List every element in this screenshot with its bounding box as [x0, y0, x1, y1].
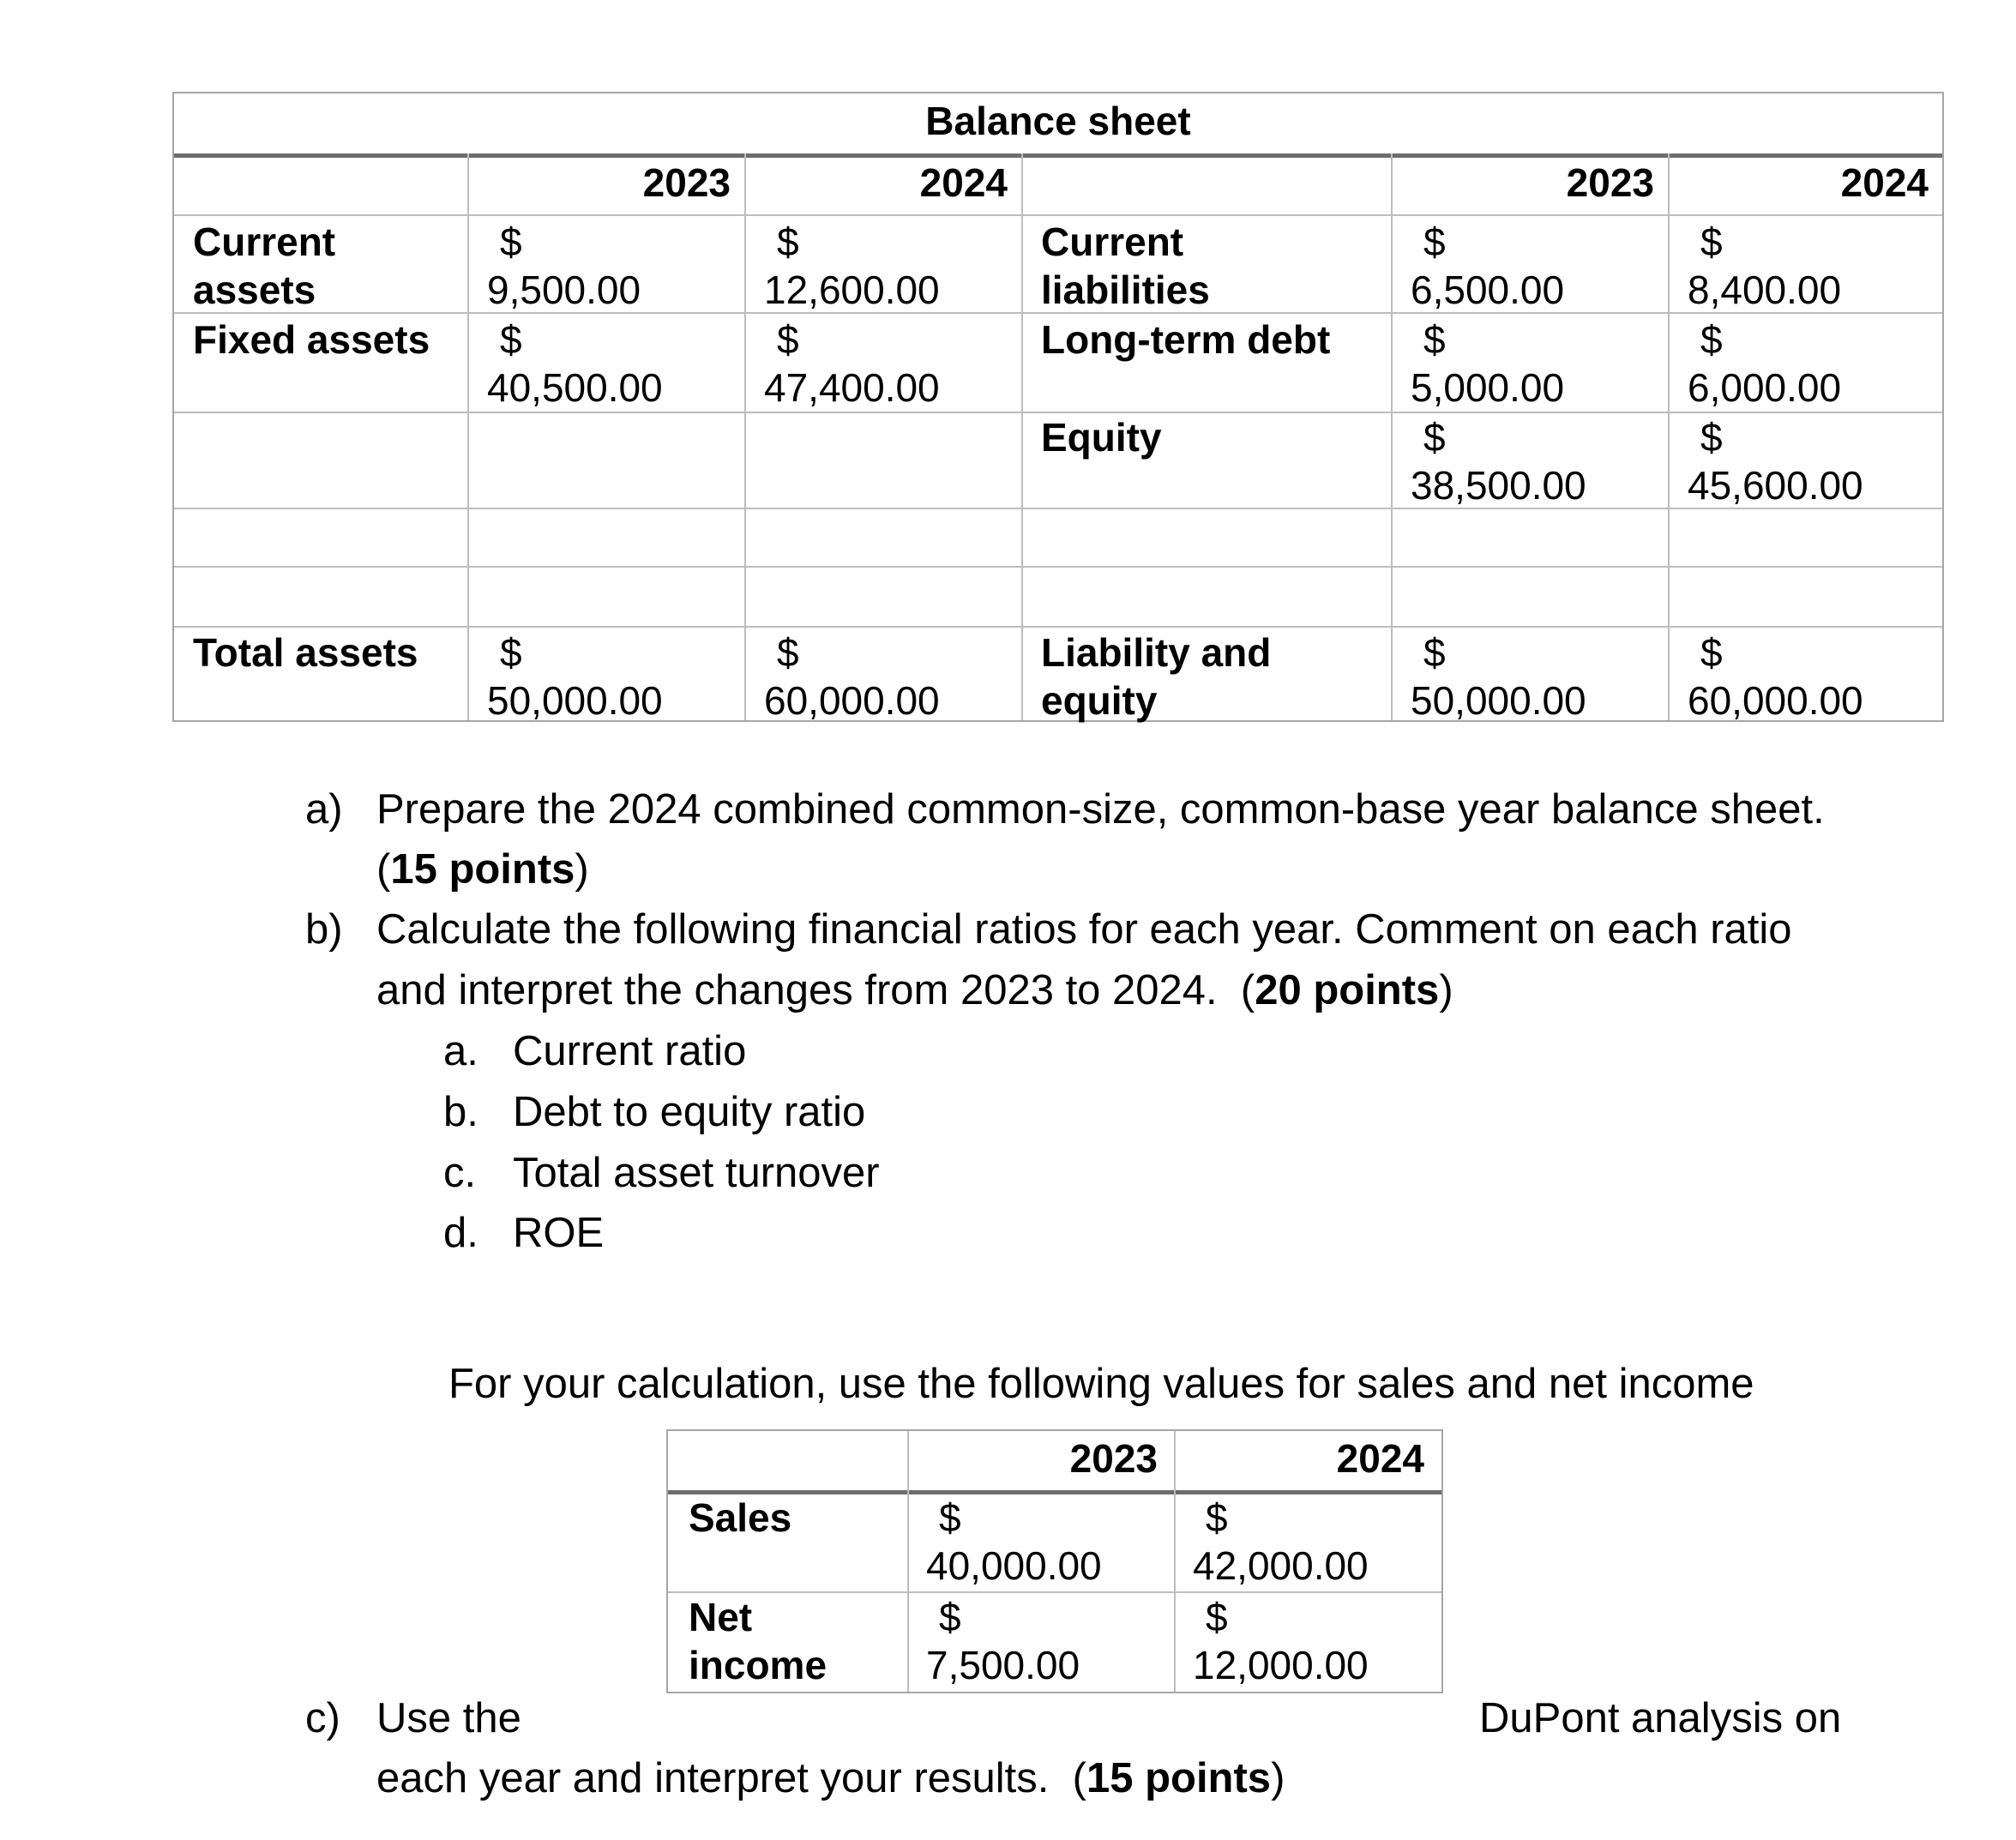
- row-divider: [174, 214, 1942, 216]
- row-divider: [174, 508, 1942, 509]
- value-liability-equity-2024: $ 60,000.00: [1688, 630, 1863, 723]
- value-fixed-assets-2023: $ 40,500.00: [487, 317, 663, 410]
- question-b-text-line2: and interpret the changes from 2023 to 2024. (20 points): [376, 967, 1453, 1013]
- label-liability-and-equity: Liability and equity: [1041, 630, 1272, 723]
- row-divider: [174, 566, 1942, 568]
- label-net-income: Net income: [689, 1595, 827, 1687]
- label-sales: Sales: [689, 1495, 792, 1540]
- header-year-2023: 2023: [1069, 1436, 1158, 1481]
- sub-item-marker: d.: [443, 1210, 478, 1256]
- header-rule: [174, 153, 1942, 158]
- value-sales-2024: $ 42,000.00: [1193, 1495, 1369, 1588]
- question-c-text-part2: DuPont analysis on: [1479, 1695, 1842, 1741]
- sub-item-current-ratio: Current ratio: [513, 1028, 747, 1074]
- value-total-assets-2023: $ 50,000.00: [487, 630, 663, 723]
- question-a-marker: a): [305, 786, 343, 833]
- question-c-text-line2: each year and interpret your results. (15 points): [376, 1755, 1285, 1801]
- sales-income-table: [666, 1429, 1443, 1693]
- header-year-2024-assets: 2024: [919, 160, 1008, 205]
- question-b-text-line1: Calculate the following financial ratios for each year. Comment on each ratio: [376, 906, 1792, 953]
- question-c-text-part1: Use the: [376, 1695, 521, 1741]
- balance-sheet-table: [172, 92, 1944, 722]
- sub-item-debt-to-equity: Debt to equity ratio: [513, 1089, 866, 1135]
- label-current-liabilities: Current liabilities: [1041, 219, 1210, 312]
- row-divider: [174, 626, 1942, 628]
- label-equity: Equity: [1041, 415, 1162, 460]
- header-year-2024-liab: 2024: [1840, 160, 1929, 205]
- header-year-2024: 2024: [1336, 1436, 1424, 1481]
- label-total-assets: Total assets: [193, 630, 418, 675]
- col-divider: [1391, 153, 1393, 720]
- value-equity-2024: $ 45,600.00: [1688, 415, 1863, 508]
- col-divider: [467, 153, 469, 720]
- sub-item-roe: ROE: [513, 1210, 605, 1256]
- header-year-2023-assets: 2023: [642, 160, 731, 205]
- question-c-marker: c): [305, 1695, 340, 1741]
- question-a-text: Prepare the 2024 combined common-size, common-base year balance sheet.: [376, 786, 1825, 833]
- col-divider: [1021, 153, 1023, 720]
- table-title: Balance sheet: [925, 99, 1191, 143]
- value-equity-2023: $ 38,500.00: [1411, 415, 1586, 508]
- value-sales-2023: $ 40,000.00: [926, 1495, 1102, 1588]
- value-current-liabilities-2023: $ 6,500.00: [1411, 219, 1565, 312]
- value-net-income-2024: $ 12,000.00: [1193, 1595, 1369, 1687]
- sub-item-marker: c.: [443, 1150, 477, 1196]
- header-year-2023-liab: 2023: [1566, 160, 1654, 205]
- label-long-term-debt: Long-term debt: [1041, 317, 1331, 362]
- sub-item-marker: b.: [443, 1089, 478, 1135]
- value-net-income-2023: $ 7,500.00: [926, 1595, 1080, 1687]
- value-total-assets-2024: $ 60,000.00: [764, 630, 940, 723]
- value-current-liabilities-2024: $ 8,400.00: [1688, 219, 1842, 312]
- question-b-marker: b): [305, 906, 343, 953]
- sub-item-asset-turnover: Total asset turnover: [513, 1150, 880, 1196]
- value-long-term-debt-2023: $ 5,000.00: [1411, 317, 1565, 410]
- col-divider: [1668, 153, 1670, 720]
- value-current-assets-2023: $ 9,500.00: [487, 219, 641, 312]
- label-current-assets: Current assets: [193, 219, 336, 312]
- value-liability-equity-2023: $ 50,000.00: [1411, 630, 1586, 723]
- question-a-points: (15 points): [376, 846, 589, 893]
- value-long-term-debt-2024: $ 6,000.00: [1688, 317, 1842, 410]
- sub-item-marker: a.: [443, 1028, 478, 1074]
- value-fixed-assets-2024: $ 47,400.00: [764, 317, 940, 410]
- value-current-assets-2024: $ 12,600.00: [764, 219, 940, 312]
- instruction-text: For your calculation, use the following values for sales and net income: [448, 1361, 1754, 1407]
- label-fixed-assets: Fixed assets: [193, 317, 430, 362]
- col-divider: [744, 153, 746, 720]
